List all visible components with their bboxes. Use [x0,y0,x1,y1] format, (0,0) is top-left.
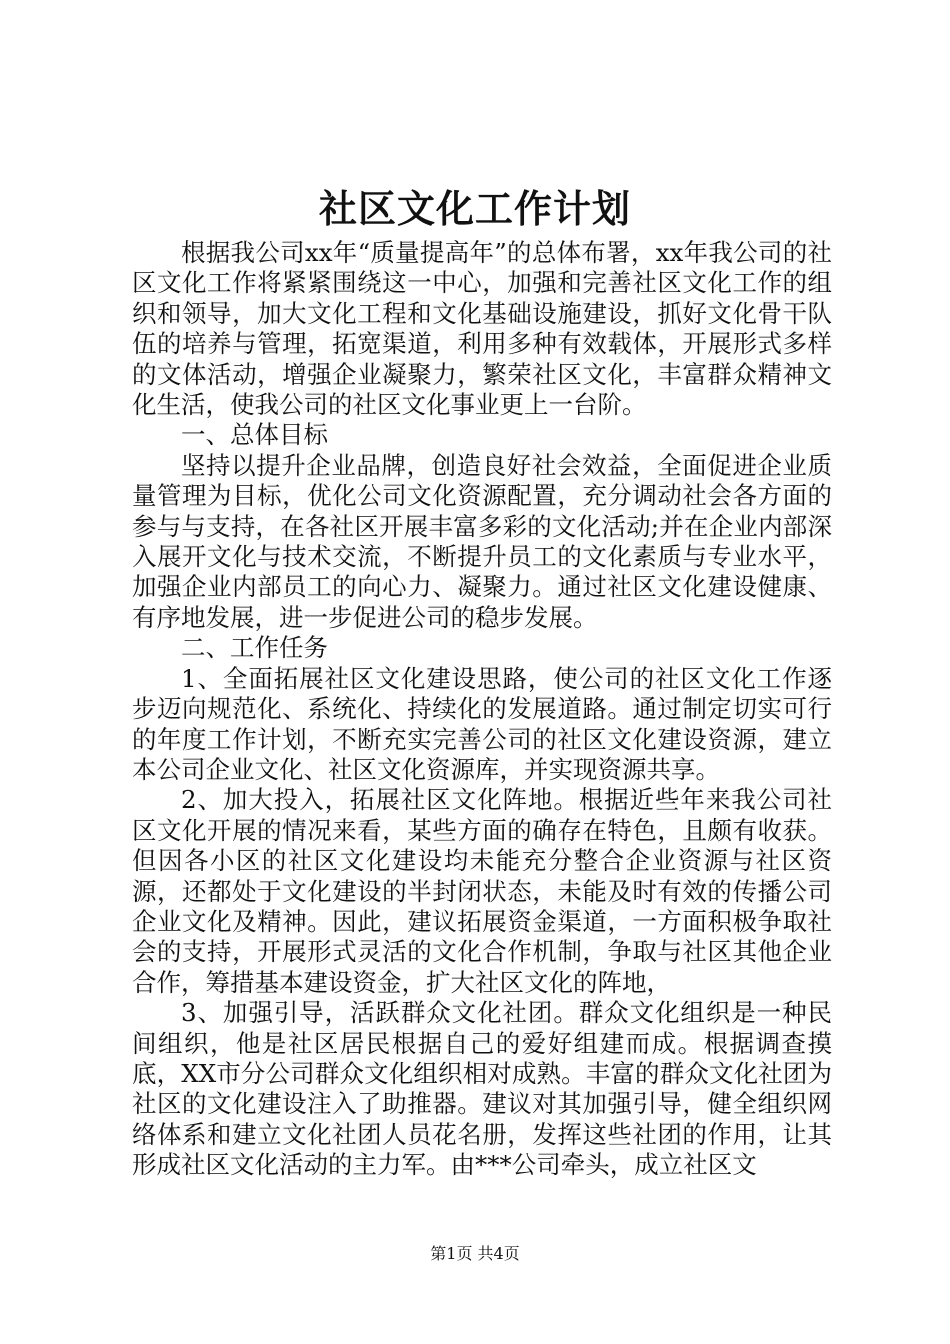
section-heading-tasks: 二、工作任务 [181,633,328,663]
document-body [132,238,832,1181]
task-paragraph-1: 1、全面拓展社区文化建设思路，使公司的社区文化工作逐步迈向规范化、系统化、持续化的发展道路。通过制定切实可行的年度工作计划，不断充实完善公司的社区文化建设资源，建立本公司企业文化、社区文化资源库，并实现资源共享。 [132,663,832,784]
goals-paragraph: 坚持以提升企业品牌，创造良好社会效益，全面促进企业质量管理为目标，优化公司文化资源配置，充分调动社会各方面的参与与支持，在各社区开展丰富多彩的文化活动;并在企业内部深入展开文化与技术交流，不断提升员工的文化素质与专业水平，加强企业内部员工的向心力、凝聚力。通过社区文化建设健康、有序地发展，进一步促进公司的稳步发展。 [132,450,832,632]
page-title: 社区文化工作计划 [318,186,631,231]
page-number-footer: 第1页 共4页 [430,1244,520,1263]
intro-paragraph: 根据我公司xx年“质量提高年”的总体布署，xx年我公司的社区文化工作将紧紧围绕这一中心，加强和完善社区文化工作的组织和领导，加大文化工程和文化基础设施建设，抓好文化骨干队伍的培养与管理，拓宽渠道，利用多种有效载体，开展形式多样的文体活动，增强企业凝聚力，繁荣社区文化，丰富群众精神文化生活，使我公司的社区文化事业更上一台阶。 [132,238,832,420]
section-heading-goals: 一、总体目标 [181,420,328,450]
task-paragraph-3: 3、加强引导，活跃群众文化社团。群众文化组织是一种民间组织，他是社区居民根据自己的爱好组建而成。根据调查摸底，XX市分公司群众文化组织相对成熟。丰富的群众文化社团为社区的文化建设注入了助推器。建议对其加强引导，健全组织网络体系和建立文化社团人员花名册，发挥这些社团的作用，让其形成社区文化活动的主力军。由***公司牵头，成立社区文 [132,998,832,1180]
task-paragraph-2: 2、加大投入，拓展社区文化阵地。根据近些年来我公司社区文化开展的情况来看，某些方面的确存在特色，且颇有收获。但因各小区的社区文化建设均未能充分整合企业资源与社区资源，还都处于文化建设的半封闭状态，未能及时有效的传播公司企业文化及精神。因此，建议拓展资金渠道，一方面积极争取社会的支持，开展形式灵活的文化合作机制，争取与社区其他企业合作，筹措基本建设资金，扩大社区文化的阵地， [132,785,832,997]
